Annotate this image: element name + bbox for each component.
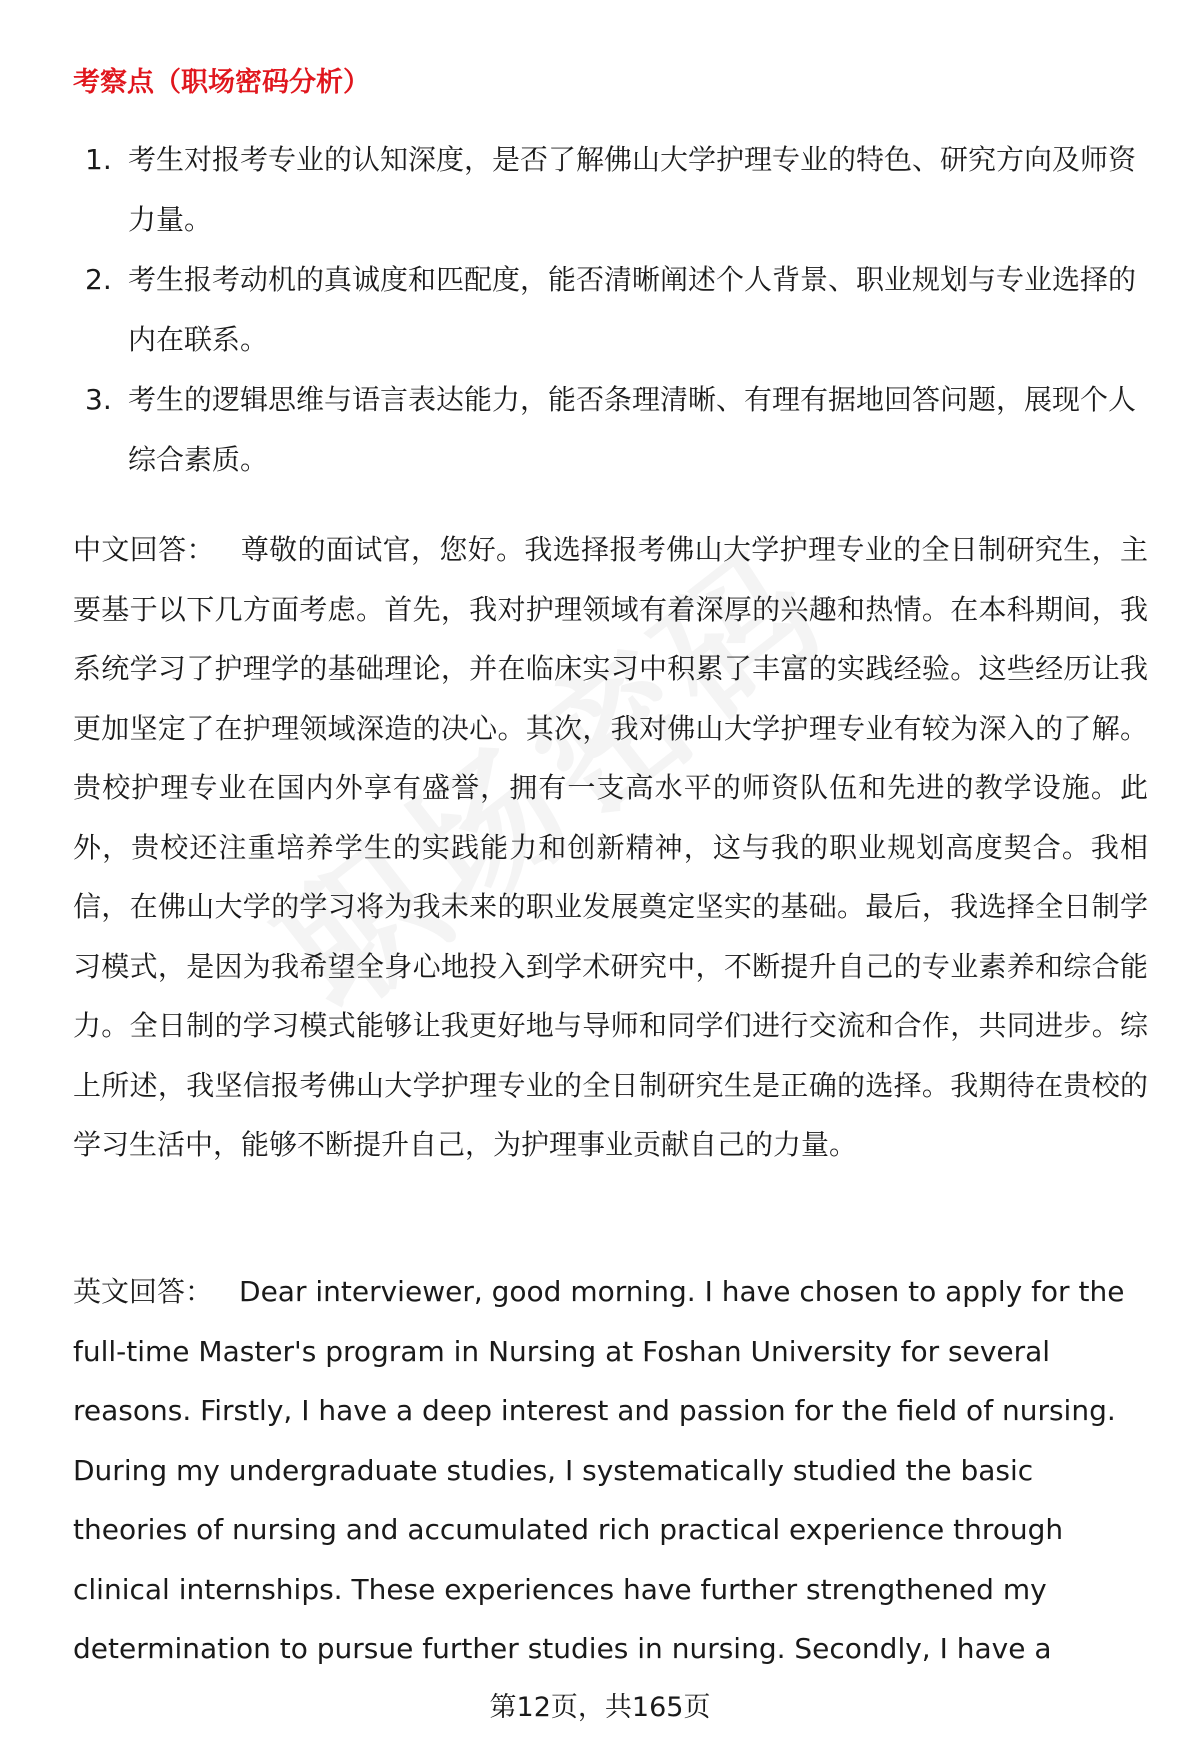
- english-answer-paragraph: [73, 1262, 1148, 1679]
- chinese-answer-text: 尊敬的面试官，您好。我选择报考佛山大学护理专业的全日制研究生，主要基于以下几方面考虑。首先，我对护理领域有着深厚的兴趣和热情。在本科期间，我系统学习了护理学的基础理论，并在临床实习中积累了丰富的实践经验。这些经历让我更加坚定了在护理领域深造的决心。其次，我对佛山大学护理专业有较为深入的了解。贵校护理专业在国内外享有盛誉，拥有一支高水平的师资队伍和先进的教学设施。此外，贵校还注重培养学生的实践能力和创新精神，这与我的职业规划高度契合。我相信，在佛山大学的学习将为我未来的职业发展奠定坚实的基础。最后，我选择全日制学习模式，是因为我希望全身心地投入到学术研究中，不断提升自己的专业素养和综合能力。全日制的学习模式能够让我更好地与导师和同学们进行交流和合作，共同进步。综上所述，我坚信报考佛山大学护理专业的全日制研究生是正确的选择。我期待在贵校的学习生活中，能够不断提升自己，为护理事业贡献自己的力量。: [73, 533, 1148, 1161]
- list-item-text: 考生的逻辑思维与语言表达能力，能否条理清晰、有理有据地回答问题，展现个人综合素质。: [128, 383, 1137, 476]
- exam-points-list: [73, 130, 1153, 490]
- list-item: [73, 130, 1153, 250]
- chinese-answer-paragraph: [73, 520, 1148, 1175]
- english-answer-text: Dear interviewer, good morning. I have chosen to apply for the full-time Master's program in Nursing at Foshan University for several reasons. Firstly, I have a deep interest and passion for the field of nursing. During my undergraduate studies, I systematically studied the basic theories of nursing and accumulated rich practical experience through clinical internships. These experiences have further strengthened my determination to pursue further studies in nursing. Secondly, I have a: [73, 1275, 1125, 1665]
- list-item-number: 3.: [85, 383, 112, 416]
- list-item-number: 1.: [85, 143, 112, 176]
- list-item-text: 考生报考动机的真诚度和匹配度，能否清晰阐述个人背景、职业规划与专业选择的内在联系。: [128, 263, 1137, 356]
- english-answer-label: 英文回答：: [73, 1275, 214, 1308]
- list-item-number: 2.: [85, 263, 112, 296]
- list-item: [73, 370, 1153, 490]
- list-item: [73, 250, 1153, 370]
- list-item-text: 考生对报考专业的认知深度，是否了解佛山大学护理专业的特色、研究方向及师资力量。: [128, 143, 1137, 236]
- chinese-answer-label: 中文回答：: [73, 533, 215, 566]
- section-title: 考察点（职场密码分析）: [73, 67, 370, 98]
- page-number: 第12页，共165页: [489, 1692, 711, 1723]
